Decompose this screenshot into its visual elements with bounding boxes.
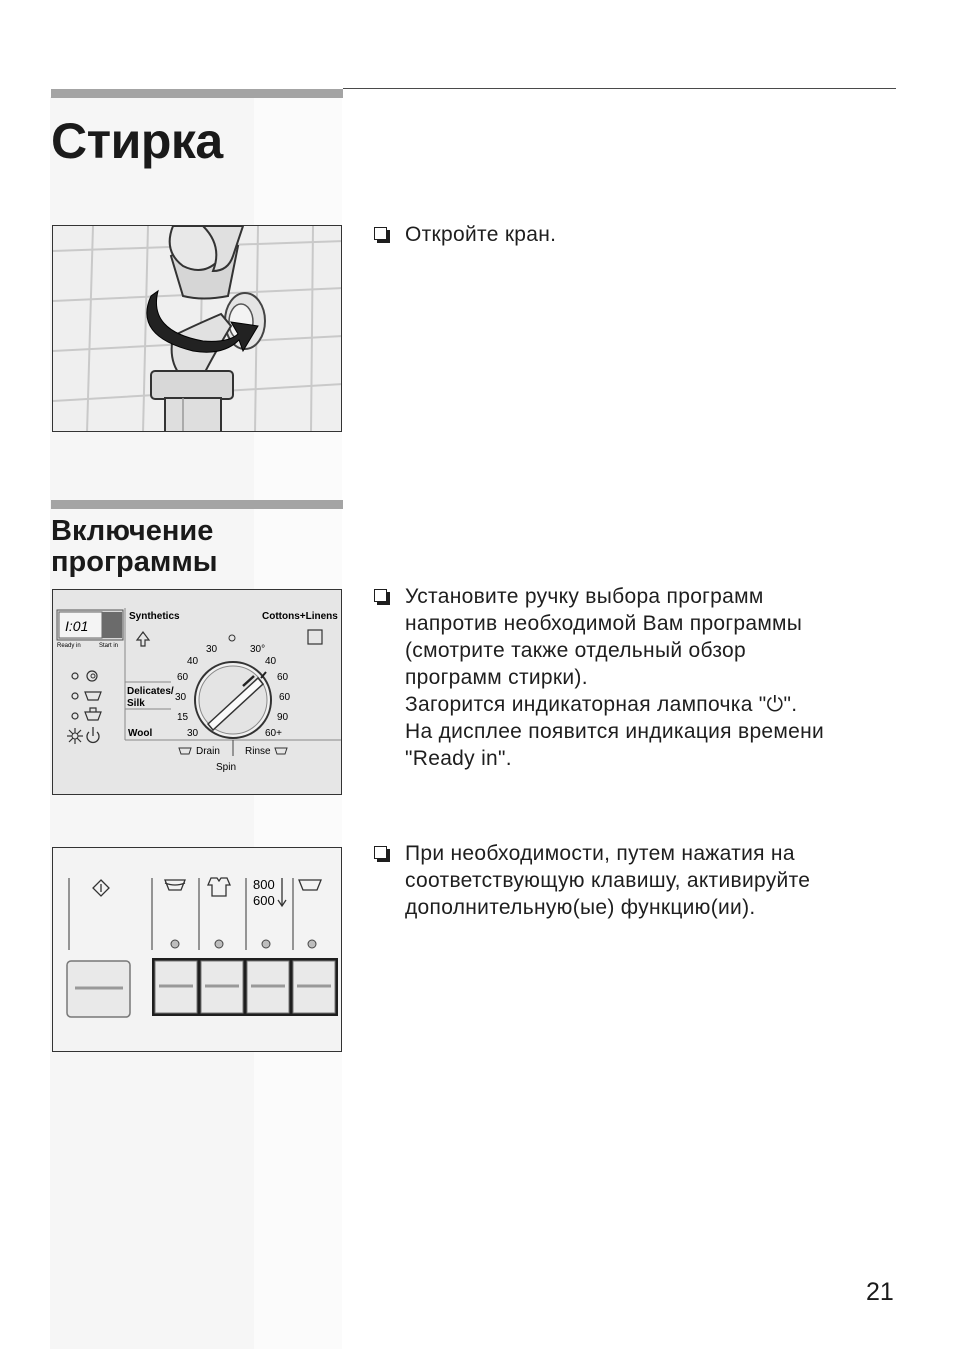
cottons-linens-label: Cottons+Linens [262,611,338,622]
start-button[interactable] [67,961,130,1017]
wool-label: Wool [128,728,153,739]
step-text-line: программ стирки). [405,666,588,689]
dial-temp-label: 60 [277,672,289,683]
dial-temp-label: 60+ [265,728,282,739]
dial-temp-label: 15 [177,712,189,723]
step-text-line: напротив необходимой Вам программы [405,612,803,635]
silk-label: Silk [127,698,145,709]
dial-temp-label: 60 [177,672,189,683]
spin-label: Spin [216,762,237,773]
rinse-plus-button[interactable] [293,961,335,1013]
synthetics-label: Synthetics [129,611,180,622]
checkbox-bullet-icon [374,227,387,240]
dial-temp-label: 40 [187,656,199,667]
section-title-line-2: программы [51,546,218,578]
delicates-label: Delicates/ [127,686,174,697]
step-text-line: При необходимости, путем нажатия на [405,842,795,865]
checkbox-bullet-icon [374,846,387,859]
control-panel-illustration [52,589,342,795]
step-text-line: "Ready in". [405,747,512,770]
step-text-line: дополнительную(ые) функцию(ии). [405,896,756,919]
header-rule-thick [51,89,343,98]
easy-iron-button[interactable] [201,961,243,1013]
function-keys-illustration [52,847,342,1052]
drain-label: Drain [196,746,220,757]
step-text-line: Откройте кран. [405,223,557,246]
step-open-tap [374,221,894,248]
ready-in-label: Ready in [57,643,81,649]
page-number: 21 [866,1278,894,1306]
dial-temp-label: 60 [279,692,291,703]
program-selector-dial[interactable] [195,662,271,738]
checkbox-bullet-icon [374,589,387,602]
step-text-line: Установите ручку выбора программ [405,585,764,608]
step-text-line: Загорится индикаторная лампочка "⏻". [405,693,798,716]
step-select-options [374,840,894,921]
header-rule-thin [343,88,896,89]
spin-speed-bottom: 600 [253,893,275,908]
dial-temp-label: 30° [250,644,266,655]
section-rule-thick [51,500,343,509]
dial-temp-label: 30 [206,644,218,655]
section-title-line-1: Включение [51,515,214,547]
dial-temp-label: 30 [187,728,199,739]
rinse-label: Rinse [245,746,271,757]
dial-temp-label: 30 [175,692,187,703]
spin-speed-top: 800 [253,877,275,892]
spin-speed-button[interactable] [247,961,289,1013]
display-readout: I:01 [65,618,89,634]
step-text-line: соответствующую клавишу, активируйте [405,869,811,892]
step-text-line: (смотрите также отдельный обзор [405,639,747,662]
tap-illustration [52,225,342,432]
dial-temp-label: 90 [277,712,289,723]
section-title [51,516,218,578]
dial-temp-label: 40 [265,656,277,667]
intensive-button[interactable] [155,961,197,1013]
step-select-program [374,583,894,772]
start-in-label: Start in [99,643,119,649]
page-title: Стирка [51,113,223,169]
step-text-line: На дисплее появится индикация времени [405,720,825,743]
